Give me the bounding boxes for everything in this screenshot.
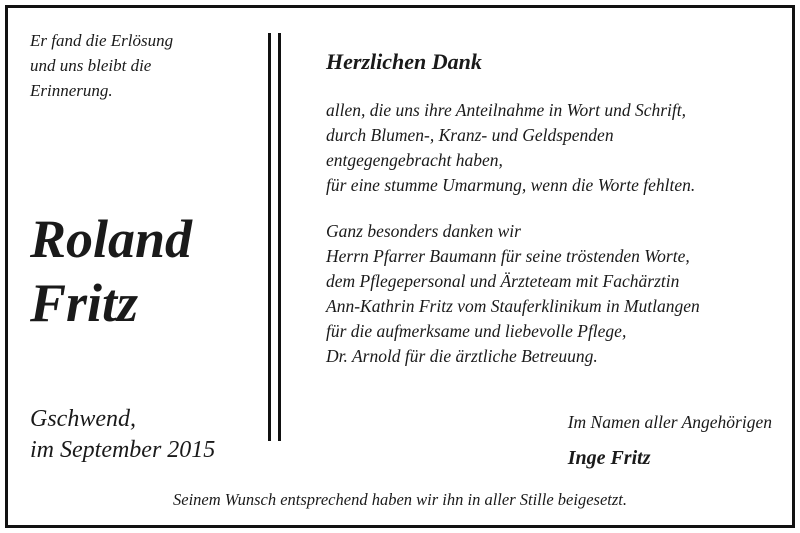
thanks-line: Herrn Pfarrer Baumann für seine tröstenden Worte, <box>326 246 690 266</box>
quote-line: Erinnerung. <box>30 81 113 100</box>
notice-frame <box>5 5 795 528</box>
thanks-line: für eine stumme Umarmung, wenn die Worte fehlten. <box>326 175 696 195</box>
signoff <box>568 410 772 471</box>
thanks-line: Dr. Arnold für die ärztliche Betreuung. <box>326 346 598 366</box>
thanks-line: für die aufmerksame und liebevolle Pflege, <box>326 321 627 341</box>
thanks-line: Ganz besonders danken wir <box>326 221 521 241</box>
deceased-last-name: Fritz <box>30 273 139 333</box>
thanks-line: entgegengebracht haben, <box>326 150 503 170</box>
date: im September 2015 <box>30 437 216 463</box>
burial-note: Seinem Wunsch entsprechend haben wir ihn in aller Stille beigesetzt. <box>173 490 627 509</box>
thanks-line: durch Blumen-, Kranz- und Geldspenden <box>326 125 614 145</box>
deceased-name <box>30 207 192 335</box>
thanks-section <box>326 48 771 369</box>
thanks-line: Ann-Kathrin Fritz vom Stauferklinikum in Mutlangen <box>326 296 700 316</box>
place-and-date <box>30 404 215 466</box>
signer-name: Inge Fritz <box>567 447 651 469</box>
divider-line-right <box>278 33 281 441</box>
thanks-line: dem Pflegepersonal und Ärzteteam mit Fachärztin <box>326 271 680 291</box>
quote-line: und uns bleibt die <box>30 56 152 75</box>
thanks-paragraph-special <box>326 219 771 369</box>
deceased-first-name: Roland <box>30 209 193 269</box>
divider-line-left <box>268 33 271 441</box>
thanks-line: allen, die uns ihre Anteilnahme in Wort und Schrift, <box>326 100 687 120</box>
memorial-quote <box>30 28 260 103</box>
thanks-paragraph-general <box>326 98 771 198</box>
signoff-intro: Im Namen aller Angehörigen <box>567 412 772 432</box>
place: Gschwend, <box>30 406 136 432</box>
quote-line: Er fand die Erlösung <box>30 31 174 50</box>
thanks-heading: Herzlichen Dank <box>326 49 482 74</box>
